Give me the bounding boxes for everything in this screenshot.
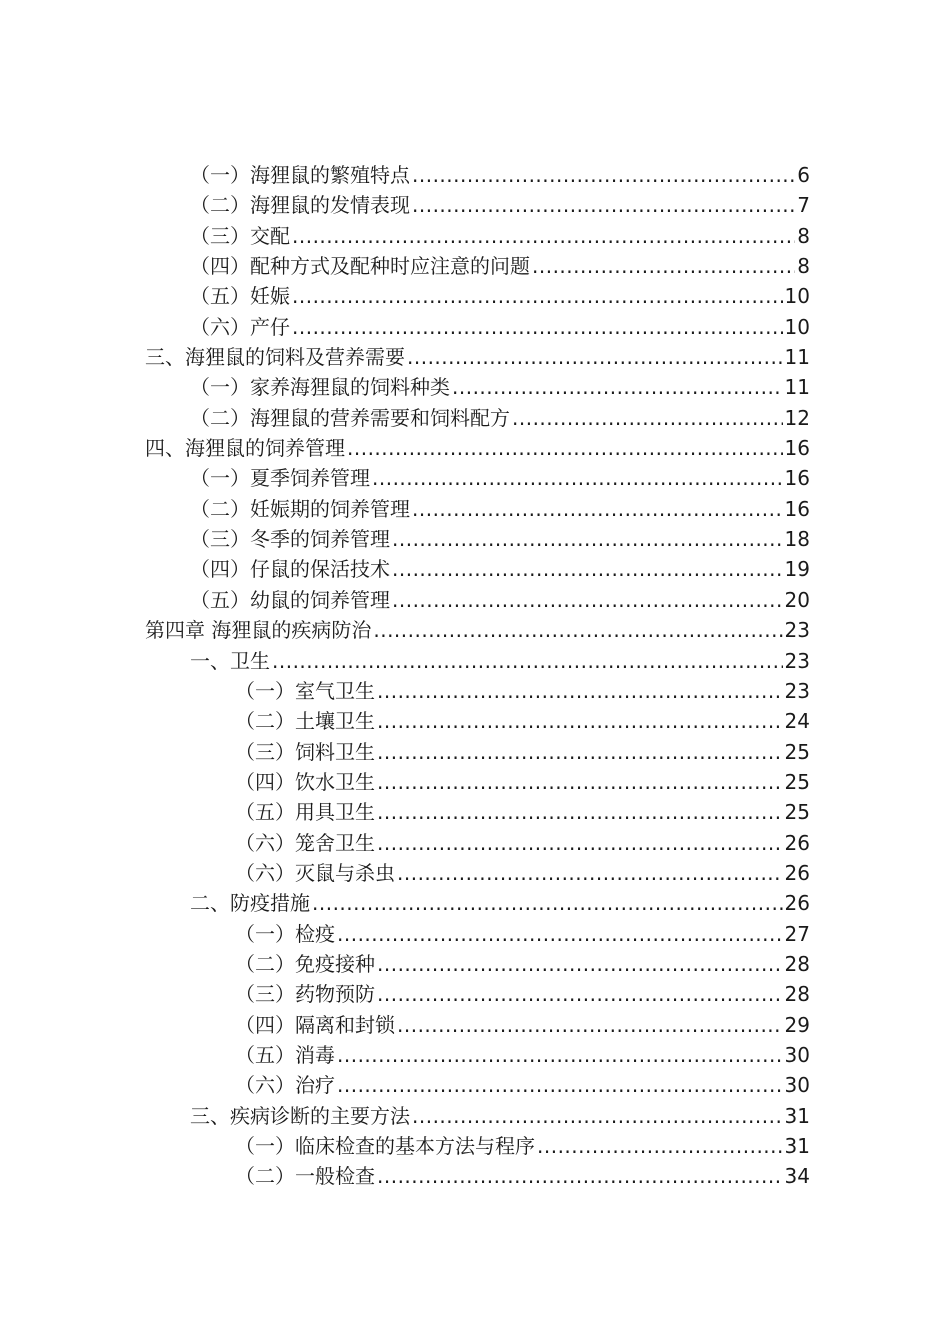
toc-entry-title: （五）幼鼠的饲养管理 — [190, 587, 390, 612]
toc-entry-title: （四）配种方式及配种时应注意的问题 — [190, 254, 530, 279]
dot-leader — [377, 1161, 783, 1191]
toc-entry-title: （一）家养海狸鼠的饲料种类 — [190, 375, 450, 400]
toc-page-number: 10 — [784, 284, 810, 309]
toc-page-number: 26 — [784, 830, 810, 855]
toc-entry[interactable] — [0, 585, 950, 615]
dot-leader — [372, 463, 783, 493]
toc-page-number: 25 — [784, 739, 810, 764]
toc-entry-title: （六）笼舍卫生 — [235, 830, 375, 855]
toc-entry[interactable] — [0, 251, 950, 281]
toc-entry-title: 四、海狸鼠的饲养管理 — [145, 436, 345, 461]
toc-page-number: 19 — [784, 557, 810, 582]
toc-entry[interactable] — [0, 767, 950, 797]
toc-entry-title: （五）妊娠 — [190, 284, 290, 309]
dot-leader — [397, 1010, 783, 1040]
dot-leader — [407, 342, 783, 372]
toc-page-number: 7 — [797, 193, 810, 218]
toc-page-number: 6 — [797, 163, 810, 187]
dot-leader — [272, 646, 783, 676]
toc-entry-title: （六）治疗 — [235, 1073, 335, 1098]
toc-entry[interactable] — [0, 433, 950, 463]
dot-leader — [537, 1131, 783, 1161]
dot-leader — [377, 979, 783, 1009]
toc-entry-title: （一）夏季饲养管理 — [190, 466, 370, 491]
toc-entry-title: （四）仔鼠的保活技术 — [190, 557, 390, 582]
toc-page-number: 26 — [784, 891, 810, 916]
dot-leader — [337, 1070, 783, 1100]
toc-entry[interactable] — [0, 706, 950, 736]
toc-page-number: 11 — [784, 345, 810, 370]
toc-page-number: 24 — [784, 709, 810, 734]
dot-leader — [292, 221, 795, 251]
toc-page-number: 28 — [784, 951, 810, 976]
toc-entry[interactable] — [0, 828, 950, 858]
toc-entry[interactable] — [0, 737, 950, 767]
toc-page-number: 16 — [784, 466, 810, 491]
toc-page-number: 11 — [784, 375, 810, 400]
toc-entry[interactable] — [0, 190, 950, 220]
toc-entry-title: 第四章 海狸鼠的疾病防治 — [145, 618, 372, 643]
toc-entry[interactable] — [0, 403, 950, 433]
dot-leader — [377, 676, 783, 706]
toc-entry-title: （六）灭鼠与杀虫 — [235, 860, 395, 885]
dot-leader — [347, 433, 783, 463]
toc-entry[interactable] — [0, 949, 950, 979]
toc-entry[interactable] — [0, 1161, 950, 1191]
toc-entry-title: （三）药物预防 — [235, 982, 375, 1007]
toc-page-number: 8 — [797, 223, 810, 248]
toc-entry-title: （一）海狸鼠的繁殖特点 — [190, 163, 410, 187]
toc-page-number: 30 — [784, 1042, 810, 1067]
toc-entry-title: （二）一般检查 — [235, 1164, 375, 1189]
toc-entry-title: （一）室气卫生 — [235, 678, 375, 703]
dot-leader — [452, 372, 783, 402]
toc-entry[interactable] — [0, 1131, 950, 1161]
toc-entry[interactable] — [0, 1070, 950, 1100]
toc-entry-title: （五）消毒 — [235, 1042, 335, 1067]
toc-page-number: 23 — [784, 678, 810, 703]
dot-leader — [337, 919, 783, 949]
toc-entry-title: （三）交配 — [190, 223, 290, 248]
dot-leader — [412, 160, 795, 190]
dot-leader — [392, 554, 783, 584]
toc-entry-title: （一）临床检查的基本方法与程序 — [235, 1134, 535, 1158]
dot-leader — [392, 524, 783, 554]
toc-entry-title: （四）隔离和封锁 — [235, 1012, 395, 1037]
toc-entry[interactable] — [0, 342, 950, 372]
toc-entry[interactable] — [0, 615, 950, 645]
toc-entry[interactable] — [0, 676, 950, 706]
dot-leader — [412, 190, 795, 220]
toc-entry-title: 三、疾病诊断的主要方法 — [190, 1103, 410, 1128]
toc-entry[interactable] — [0, 1040, 950, 1070]
dot-leader — [292, 281, 783, 311]
dot-leader — [337, 1040, 783, 1070]
dot-leader — [377, 828, 783, 858]
dot-leader — [292, 312, 783, 342]
dot-leader — [377, 797, 783, 827]
dot-leader — [312, 888, 783, 918]
toc-entry-title: 二、防疫措施 — [190, 891, 310, 916]
dot-leader — [377, 706, 783, 736]
toc-entry[interactable] — [0, 797, 950, 827]
toc-page-number: 12 — [784, 405, 810, 430]
toc-entry[interactable] — [0, 312, 950, 342]
dot-leader — [377, 767, 783, 797]
dot-leader — [397, 858, 783, 888]
toc-entry[interactable] — [0, 554, 950, 584]
dot-leader — [412, 1101, 783, 1131]
toc-page-number: 23 — [784, 648, 810, 673]
toc-page-number: 31 — [784, 1134, 810, 1158]
toc-page-number: 10 — [784, 314, 810, 339]
toc-page-number: 8 — [797, 254, 810, 279]
dot-leader — [377, 949, 783, 979]
toc-page-number: 34 — [784, 1164, 810, 1189]
toc-page-number: 29 — [784, 1012, 810, 1037]
toc-entry[interactable] — [0, 281, 950, 311]
table-of-contents — [0, 160, 950, 1192]
toc-entry-title: （六）产仔 — [190, 314, 290, 339]
toc-entry-title: （三）冬季的饲养管理 — [190, 527, 390, 552]
toc-page-number: 25 — [784, 769, 810, 794]
toc-page-number: 27 — [784, 921, 810, 946]
toc-page-number: 26 — [784, 860, 810, 885]
toc-page-number: 16 — [784, 496, 810, 521]
toc-entry-title: （二）免疫接种 — [235, 951, 375, 976]
toc-entry-title: （二）妊娠期的饲养管理 — [190, 496, 410, 521]
toc-page-number: 16 — [784, 436, 810, 461]
toc-entry-title: （五）用具卫生 — [235, 800, 375, 825]
toc-page-number: 18 — [784, 527, 810, 552]
toc-entry[interactable] — [0, 221, 950, 251]
toc-page-number: 23 — [784, 618, 810, 643]
dot-leader — [377, 737, 783, 767]
toc-page-number: 28 — [784, 982, 810, 1007]
dot-leader — [412, 494, 783, 524]
toc-entry[interactable] — [0, 1010, 950, 1040]
toc-entry[interactable] — [0, 372, 950, 402]
dot-leader — [392, 585, 783, 615]
toc-entry-title: （四）饮水卫生 — [235, 769, 375, 794]
toc-entry-title: 三、海狸鼠的饲料及营养需要 — [145, 345, 405, 370]
toc-entry[interactable] — [0, 494, 950, 524]
toc-entry[interactable] — [0, 888, 950, 918]
toc-page-number: 20 — [784, 587, 810, 612]
toc-entry[interactable] — [0, 463, 950, 493]
toc-entry[interactable] — [0, 524, 950, 554]
toc-entry-title: （三）饲料卫生 — [235, 739, 375, 764]
dot-leader — [512, 403, 783, 433]
toc-entry-title: （一）检疫 — [235, 921, 335, 946]
toc-entry[interactable] — [0, 160, 950, 190]
dot-leader — [373, 615, 782, 645]
toc-entry[interactable] — [0, 858, 950, 888]
toc-page-number: 31 — [784, 1103, 810, 1128]
dot-leader — [532, 251, 795, 281]
toc-entry-title: （二）海狸鼠的发情表现 — [190, 193, 410, 218]
toc-entry-title: 一、卫生 — [190, 648, 270, 673]
toc-page-number: 30 — [784, 1073, 810, 1098]
toc-page-number: 25 — [784, 800, 810, 825]
toc-entry[interactable] — [0, 1101, 950, 1131]
toc-entry-title: （二）土壤卫生 — [235, 709, 375, 734]
toc-entry[interactable] — [0, 979, 950, 1009]
toc-entry-title: （二）海狸鼠的营养需要和饲料配方 — [190, 405, 510, 430]
toc-entry[interactable] — [0, 646, 950, 676]
toc-entry[interactable] — [0, 919, 950, 949]
